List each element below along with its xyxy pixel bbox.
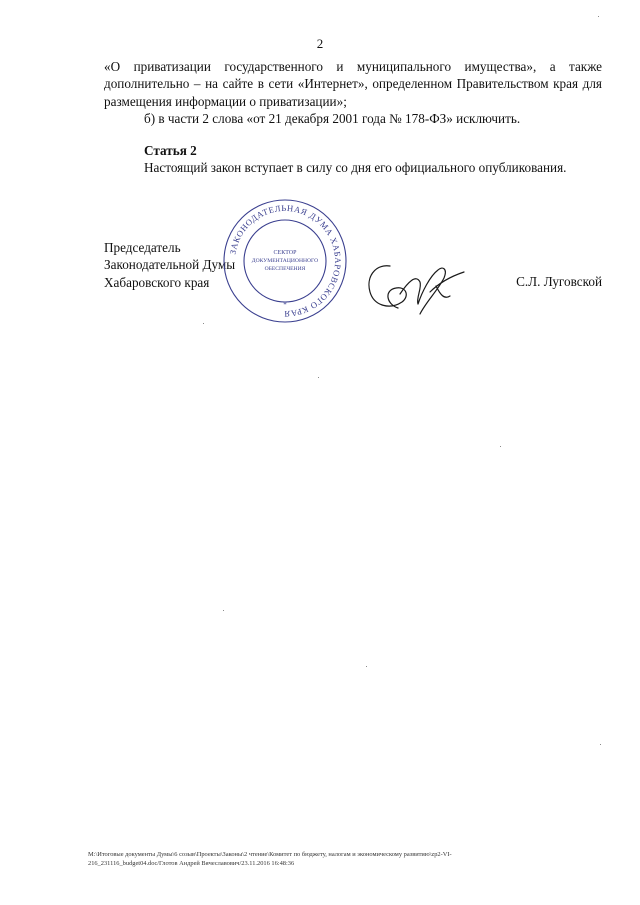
- scan-speck: [598, 16, 599, 17]
- scan-speck: [203, 323, 204, 324]
- signatory-title: [104, 239, 235, 291]
- seal-center-line-3: ОБЕСПЕЧЕНИЯ: [264, 266, 306, 272]
- scan-speck: [223, 610, 224, 611]
- signatory-title-line-1: Председатель: [104, 240, 181, 255]
- paragraph-part-2-amendment: б) в части 2 слова «от 21 декабря 2001 года № 178-ФЗ» исключить.: [144, 111, 521, 127]
- official-seal-stamp: [220, 196, 350, 326]
- seal-ring-text: ЗАКОНОДАТЕЛЬНАЯ ДУМА ХАБАРОВСКОГО КРАЯ: [227, 202, 344, 320]
- handwritten-signature: [360, 252, 470, 322]
- body-text: [104, 58, 602, 128]
- scan-speck: [366, 666, 367, 667]
- article-2-text: Настоящий закон вступает в силу со дня его официального опубликования.: [144, 160, 567, 176]
- seal-star-icon: *: [283, 301, 287, 309]
- signer-name: С.Л. Луговской: [516, 274, 602, 289]
- scan-speck: [500, 446, 501, 447]
- seal-center-line-2: ДОКУМЕНТАЦИОННОГО: [251, 258, 319, 264]
- file-path-line-1: M:\Итоговые документы Думы\6 созыв\Проекты\Законы\2 чтение\Комитет по бюджету, налогам и экономическому развитию\zp2-VI-: [88, 851, 452, 858]
- article-2-heading: Статья 2: [144, 143, 197, 158]
- signatory-title-line-3: Хабаровского края: [104, 274, 210, 290]
- page-number: 2: [316, 36, 324, 51]
- seal-center-line-1: СЕКТОР: [273, 250, 297, 256]
- paragraph-privatization: «О приватизации государственного и муниципального имущества», а также дополнительно – на сайте в сети «Интернет», определенном Правительством края для размещения информации о приватизации»;: [104, 59, 602, 109]
- scan-speck: [318, 377, 319, 378]
- scan-speck: [600, 744, 601, 745]
- signatory-title-line-2: Законодательной Думы: [104, 257, 236, 273]
- file-path-line-2: 216_231116_budget04.doc/Глотов Андрей Вячеславович/23.11.2016 16:48:36: [88, 859, 295, 867]
- file-path-footer: [88, 851, 604, 868]
- article-2: [144, 142, 604, 177]
